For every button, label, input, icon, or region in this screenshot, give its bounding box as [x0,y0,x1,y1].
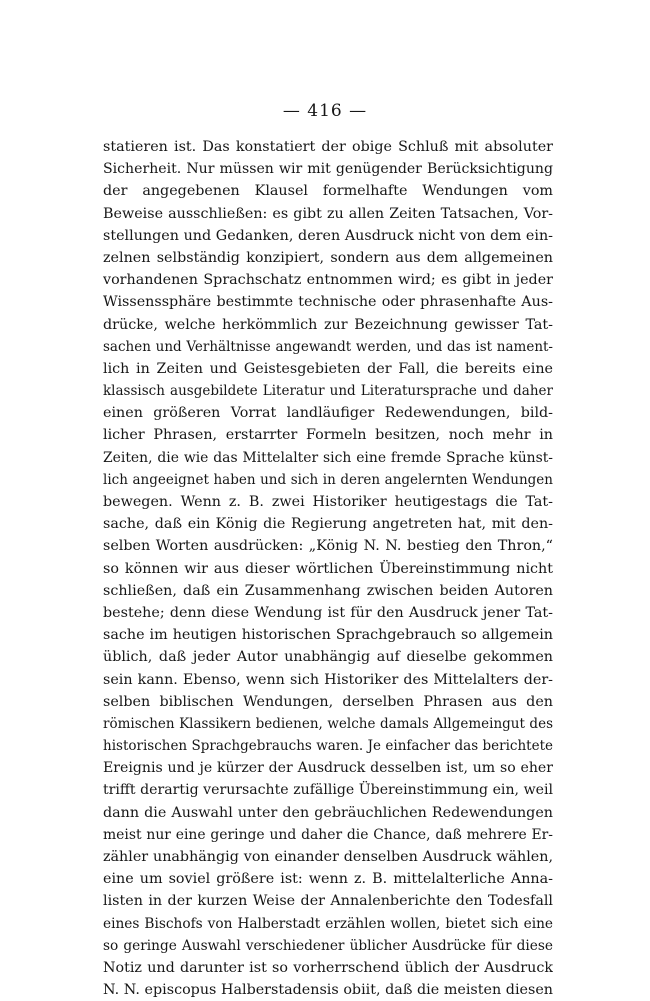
text-line: zähler unabhängig von einander denselben Ausdruck wählen, [103,849,553,865]
text-line: eine um soviel größere ist: wenn z. B. mittelalterliche Anna- [103,871,553,888]
text-line: selben Worten ausdrücken: „König N. N. bestieg den Thron,“ [103,538,553,555]
text-line: Zeiten, die wie das Mittelalter sich eine fremde Sprache künst- [103,449,553,466]
text-line: bestehe; denn diese Wendung ist für den Ausdruck jener Tat- [103,604,553,621]
text-line: selben biblischen Wendungen, derselben Phrasen aus den [103,693,553,710]
text-line: trifft derartig verursachte zufällige Übereinstimmung ein, weil [103,782,553,799]
text-line: Wissenssphäre bestimmte technische oder phrasenhafte Aus- [103,294,553,311]
text-line: sein kann. Ebenso, wenn sich Historiker des Mittelalters der- [103,671,553,688]
text-line: vorhandenen Sprachschatz entnommen wird; es gibt in jeder [103,272,553,289]
text-line: sache, daß ein König die Regierung angetreten hat, mit den- [103,516,553,533]
text-line: dann die Auswahl unter den gebräuchlichen Redewendungen [103,804,553,821]
text-line: eines Bischofs von Halberstadt erzählen wollen, bietet sich eine [103,915,553,932]
text-line: drücke, welche herkömmlich zur Bezeichnung gewisser Tat- [103,316,553,333]
text-line: lich in Zeiten und Geistesgebieten der Fall, die bereits eine [103,360,553,377]
text-line: statieren ist. Das konstatiert der obige Schluß mit absoluter [103,139,553,155]
text-line: N. N. episcopus Halberstadensis obiit, daß die meisten diesen [103,982,553,999]
text-line: bewegen. Wenn z. B. zwei Historiker heutigestags die Tat- [103,494,553,510]
text-line: der angegebenen Klausel formelhafte Wendungen vom [103,183,553,200]
text-line: so geringe Auswahl verschiedener üblicher Ausdrücke für diese [103,937,553,954]
text-line: sachen und Verhältnisse angewandt werden, und das ist nament- [103,338,553,355]
text-line: stellungen und Gedanken, deren Ausdruck nicht von dem ein- [103,227,553,244]
page-number: — 416 — [282,101,368,121]
text-line: licher Phrasen, erstarrter Formeln besitzen, noch mehr in [103,427,553,444]
text-line: klassisch ausgebildete Literatur und Literatursprache und daher [103,383,553,400]
text-line: zelnen selbständig konzipiert, sondern aus dem allgemeinen [103,249,553,266]
body-text [103,136,553,1001]
text-line: meist nur eine geringe und daher die Chance, daß mehrere Er- [103,826,553,843]
text-line: Ereignis und je kürzer der Ausdruck desselben ist, um so eher [103,760,553,777]
text-line: Beweise ausschließen: es gibt zu allen Zeiten Tatsachen, Vor- [103,205,553,222]
text-line: Notiz und darunter ist so vorherrschend üblich der Ausdruck [103,959,553,976]
text-line: einen größeren Vorrat landläufiger Redewendungen, bild- [103,405,553,422]
text-line: sache im heutigen historischen Sprachgebrauch so allgemein [103,627,553,644]
text-line: schließen, daß ein Zusammenhang zwischen beiden Autoren [103,582,553,599]
text-line: listen in der kurzen Weise der Annalenberichte den Todesfall [103,893,553,910]
text-line: lich angeeignet haben und sich in deren angelernten Wendungen [103,471,553,488]
text-line: historischen Sprachgebrauchs waren. Je einfacher das berichtete [103,738,553,755]
text-line: Sicherheit. Nur müssen wir mit genügender Berücksichtigung [103,161,553,178]
text-line: so können wir aus dieser wörtlichen Übereinstimmung nicht [103,560,553,577]
text-line: üblich, daß jeder Autor unabhängig auf dieselbe gekommen [103,649,553,666]
text-line: römischen Klassikern bedienen, welche damals Allgemeingut des [103,715,553,732]
